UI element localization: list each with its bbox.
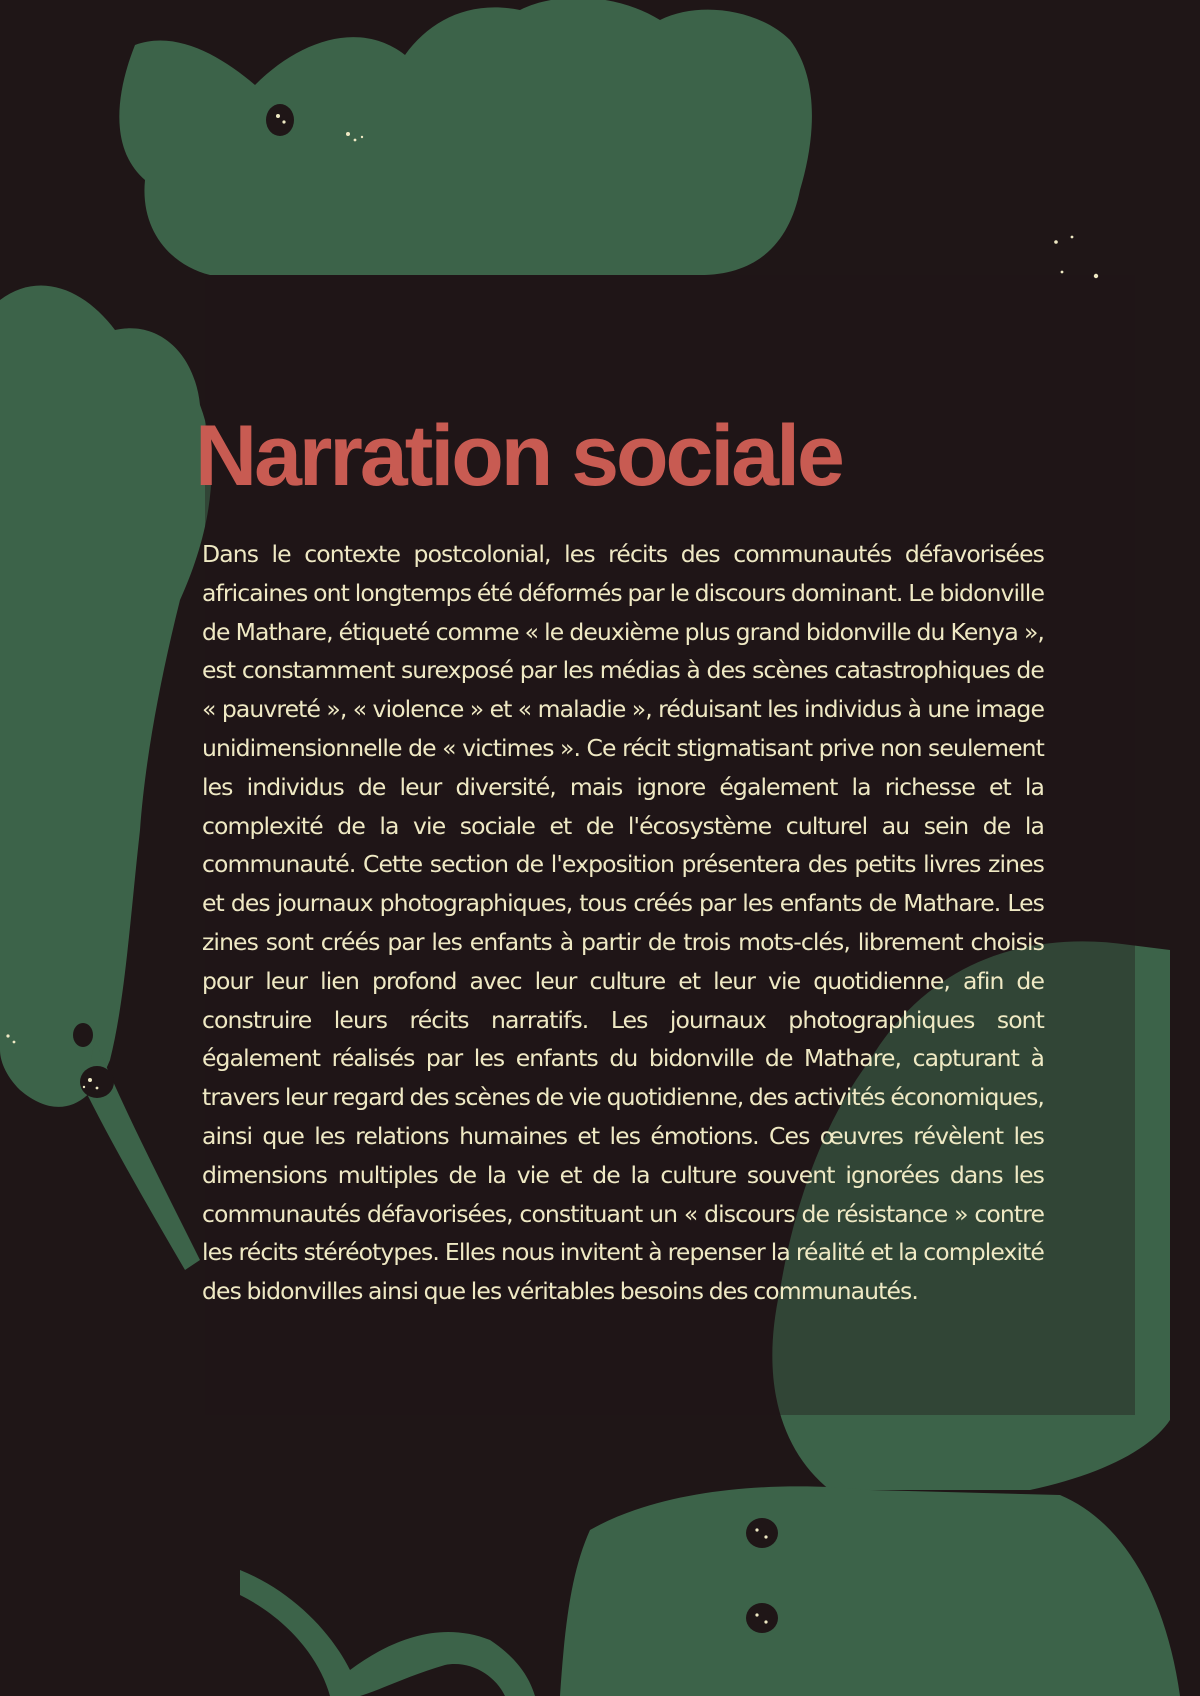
left-plant-shape: [0, 286, 211, 1107]
bottom-vine-shape: [240, 1570, 535, 1696]
page-title: Narration sociale: [195, 408, 842, 504]
top-flower-shape: [119, 0, 812, 275]
bottom-pot-shape: [560, 1486, 1180, 1696]
body-paragraph: Dans le contexte postcolonial, les récits des communautés défavorisées africaines ont longtemps été déformés par le discours dominant. Le bidonville de Mathare, étiqueté comme « le deuxième plus grand bidonville du Kenya », est constamment surexposé par les médias à des scènes catastrophiques de « pauvreté », « violence » et « maladie », réduisant les individus à une image unidimensionnelle de « victimes ». Ce récit stigmatisant prive non seulement les individus de leur diversité, mais ignore également la richesse et la complexité de la vie sociale et de l'écosystème culturel au sein de la communauté. Cette section de l'exposition présentera des petits livres zines et des journaux photographiques, tous créés par les enfants de Mathare. Les zines sont créés par les enfants à partir de trois mots-clés, librement choisis pour leur lien profond avec leur culture et leur vie quotidienne, afin de construire leurs récits narratifs. Les journaux photographiques sont également réalisés par les enfants du bidonville de Mathare, capturant à travers leur regard des scènes de vie quotidienne, des activités économiques, ainsi que les relations humaines et les émotions. Ces œuvres révèlent les dimensions multiples de la vie et de la culture souvent ignorées dans les communautés défavorisées, constituant un « discours de résistance » contre les récits stéréotypes. Elles nous invitent à repenser la réalité et la complexité des bidonvilles ainsi que les véritables besoins des communautés.: [202, 540, 1044, 1306]
